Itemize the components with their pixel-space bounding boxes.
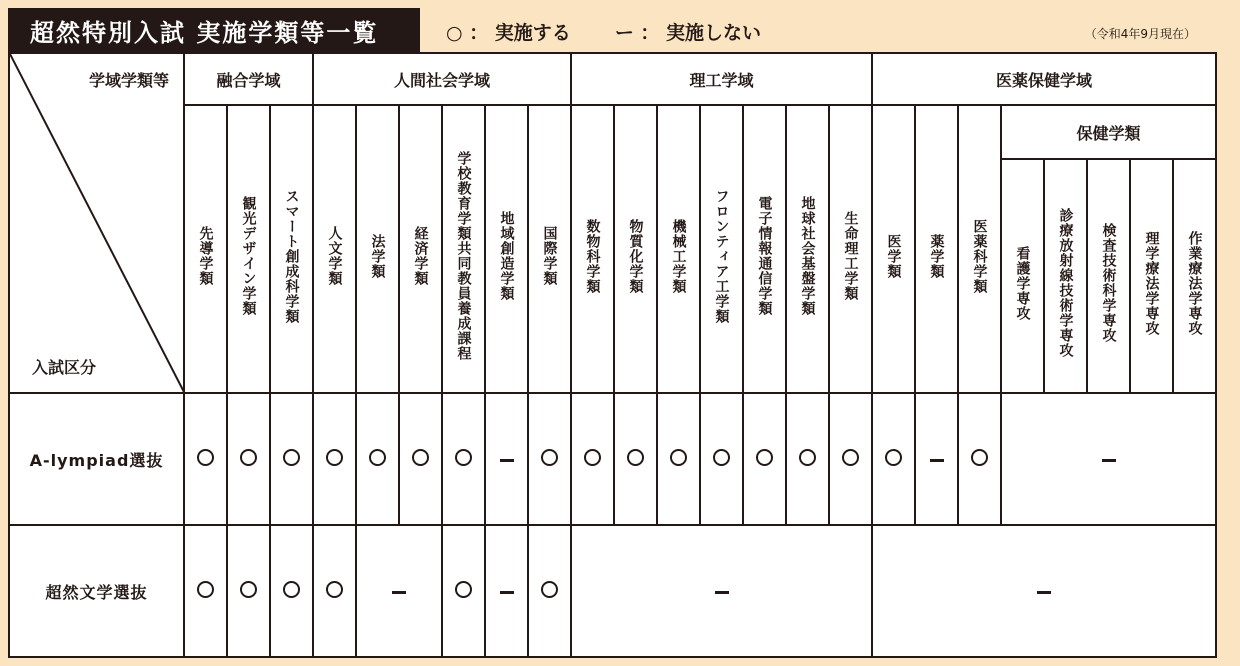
program-header [356, 105, 399, 393]
available-mark-icon [541, 449, 558, 466]
row-chozen-literature [9, 525, 1216, 657]
status-cell [442, 393, 485, 525]
status-cell [227, 525, 270, 657]
available-mark-icon [326, 449, 343, 466]
status-cell-health [1001, 393, 1216, 525]
status-cell [743, 393, 786, 525]
program-header [270, 105, 313, 393]
status-cell [528, 393, 571, 525]
status-cell [657, 393, 700, 525]
legend-available: ○ ： 実施する [446, 22, 571, 44]
major-header [1044, 159, 1087, 393]
not-available-mark-icon [500, 591, 514, 594]
row-a-lympiad [9, 393, 1216, 525]
program-header [528, 105, 571, 393]
status-cell-medical [872, 525, 1216, 657]
program-label: 数物科学類 [584, 218, 601, 294]
program-header [872, 105, 915, 393]
program-label: 生命理工学類 [842, 211, 859, 301]
row-label: 超然文学選抜 [9, 525, 184, 657]
status-cell [786, 393, 829, 525]
major-header [1087, 159, 1130, 393]
area-humanities-social: 人間社会学域 [313, 53, 571, 105]
available-mark-icon [713, 449, 730, 466]
program-label: 学校教育学類共同教員養成課程 [455, 151, 472, 361]
status-cell [872, 393, 915, 525]
not-available-mark-icon [500, 459, 514, 462]
available-mark-icon [283, 581, 300, 598]
area-medical-pharma-health: 医薬保健学域 [872, 53, 1216, 105]
available-mark-icon [455, 581, 472, 598]
available-mark-icon [842, 449, 859, 466]
program-header [614, 105, 657, 393]
available-mark-icon [369, 449, 386, 466]
program-label: 国際学類 [541, 226, 558, 286]
status-cell [270, 393, 313, 525]
status-cell [485, 525, 528, 657]
program-label: 物質化学類 [627, 218, 644, 294]
program-label: 人文学類 [326, 226, 343, 286]
available-mark-icon [197, 449, 214, 466]
available-mark-icon [240, 581, 257, 598]
available-mark-icon [584, 449, 601, 466]
area-fusion: 融合学域 [184, 53, 313, 105]
major-label: 理学療法学専攻 [1143, 230, 1160, 336]
program-header [227, 105, 270, 393]
program-label: 先導学類 [197, 226, 214, 286]
major-header [1130, 159, 1173, 393]
title-text: 超然特別入試 実施学類等一覧 [30, 18, 379, 47]
program-label: 電子情報通信学類 [756, 196, 773, 316]
status-cell-science [571, 525, 872, 657]
program-header [184, 105, 227, 393]
status-cell [184, 393, 227, 525]
program-header [485, 105, 528, 393]
program-label: 機械工学類 [670, 218, 687, 294]
available-mark-icon [627, 449, 644, 466]
status-cell [313, 393, 356, 525]
program-label: 経済学類 [412, 226, 429, 286]
program-label: 観光デザイン学類 [240, 196, 257, 316]
corner-bottom-label: 入試区分 [32, 358, 97, 377]
program-header [313, 105, 356, 393]
program-header [829, 105, 872, 393]
available-mark-icon [885, 449, 902, 466]
admissions-table [8, 52, 1217, 658]
not-available-mark-icon [715, 591, 729, 594]
corner-diagonal [10, 54, 184, 393]
status-cell [270, 525, 313, 657]
program-header [700, 105, 743, 393]
as-of-date: （令和4年9月現在） [1084, 27, 1196, 41]
program-label: スマート創成科学類 [283, 188, 300, 324]
program-header [442, 105, 485, 393]
status-cell [485, 393, 528, 525]
program-header-row [9, 105, 1216, 159]
not-available-mark-icon [1102, 459, 1116, 462]
status-cell [958, 393, 1001, 525]
program-header [657, 105, 700, 393]
legend [446, 18, 761, 45]
area-header-row [9, 53, 1216, 105]
major-label: 検査技術科学専攻 [1100, 223, 1117, 343]
program-header [399, 105, 442, 393]
major-label: 診療放射線技術学専攻 [1057, 208, 1074, 358]
program-label: 法学類 [369, 233, 386, 279]
status-cell [313, 525, 356, 657]
available-mark-icon [670, 449, 687, 466]
not-available-mark-icon [1037, 591, 1051, 594]
status-cell [915, 393, 958, 525]
status-cell [442, 525, 485, 657]
major-header [1001, 159, 1044, 393]
health-group-header: 保健学類 [1001, 105, 1216, 159]
available-mark-icon [326, 581, 343, 598]
status-cell [227, 393, 270, 525]
major-label: 看護学専攻 [1014, 245, 1031, 321]
available-mark-icon [971, 449, 988, 466]
program-label: 医薬科学類 [971, 218, 988, 294]
area-science-engineering: 理工学域 [571, 53, 872, 105]
available-mark-icon [240, 449, 257, 466]
major-label: 作業療法学専攻 [1186, 230, 1203, 336]
status-cell [399, 393, 442, 525]
available-mark-icon [541, 581, 558, 598]
row-label: A-lympiad選抜 [9, 393, 184, 525]
available-mark-icon [799, 449, 816, 466]
status-cell [829, 393, 872, 525]
program-label: 医学類 [885, 233, 902, 279]
not-available-mark-icon [930, 459, 944, 462]
available-mark-icon [756, 449, 773, 466]
not-available-mark-icon [392, 591, 406, 594]
corner-cell [9, 53, 184, 393]
program-label: 薬学類 [928, 233, 945, 279]
legend-not-available: ー ： 実施しない [614, 22, 762, 44]
status-cell [528, 525, 571, 657]
status-cell [356, 393, 399, 525]
available-mark-icon [455, 449, 472, 466]
status-cell-law-economics [356, 525, 442, 657]
available-mark-icon [283, 449, 300, 466]
status-cell [184, 525, 227, 657]
status-cell [700, 393, 743, 525]
available-mark-icon [197, 581, 214, 598]
available-mark-icon [412, 449, 429, 466]
program-header [915, 105, 958, 393]
program-header [786, 105, 829, 393]
program-header [958, 105, 1001, 393]
program-label: 地域創造学類 [498, 211, 515, 301]
program-header [743, 105, 786, 393]
program-label: 地球社会基盤学類 [799, 196, 816, 316]
status-cell [571, 393, 614, 525]
program-header [571, 105, 614, 393]
major-header [1173, 159, 1216, 393]
page-title [8, 8, 420, 52]
program-label: フロンティア工学類 [713, 188, 730, 324]
status-cell [614, 393, 657, 525]
corner-top-label: 学域学類等 [88, 71, 169, 90]
